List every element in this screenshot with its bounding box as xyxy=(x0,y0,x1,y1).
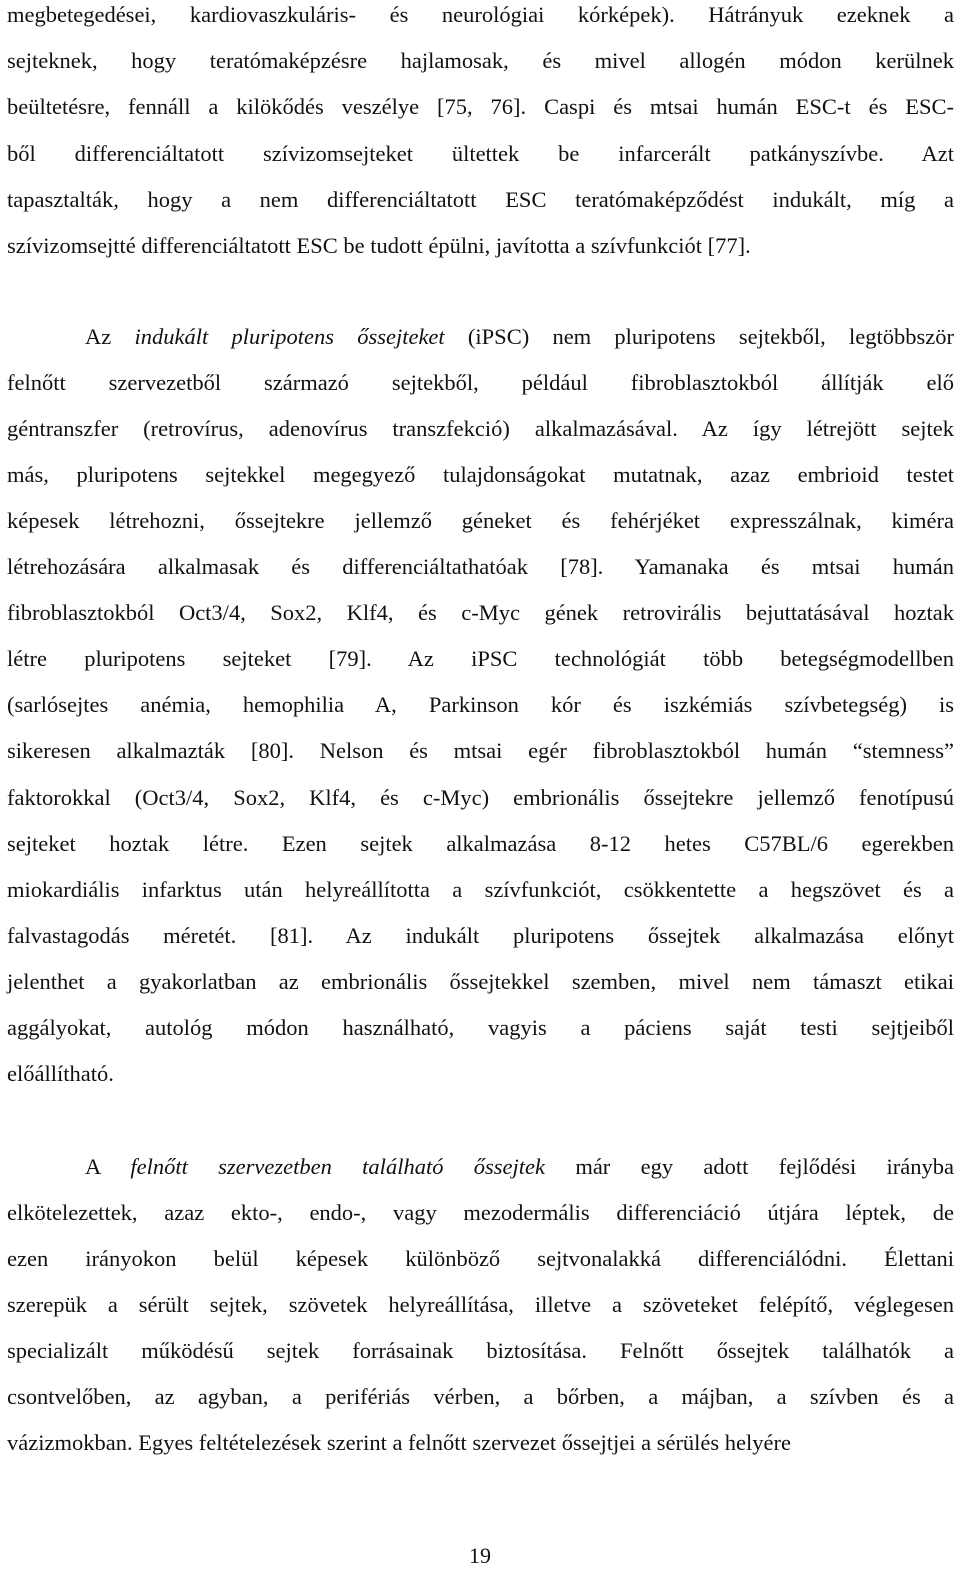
text-segment: csontvelőben, az agyban, a perifériás vérben, a bőrben, a májban, a szívben és a xyxy=(7,1384,954,1409)
text-segment: A xyxy=(85,1154,131,1179)
text-line xyxy=(7,1336,954,1366)
text-segment: ezen irányokon belül képesek különböző sejtvonalakká differenciálódni. Élettani xyxy=(7,1246,954,1271)
text-line xyxy=(7,0,954,30)
text-line xyxy=(7,139,954,169)
text-line xyxy=(7,368,954,398)
text-segment: szerepük a sérült sejtek, szövetek helyreállítása, illetve a szöveteket felépítő, véglegesen xyxy=(7,1292,954,1317)
text-segment: képesek létrehozni, őssejtekre jellemző géneket és fehérjéket expresszálnak, kiméra xyxy=(7,508,954,533)
text-line xyxy=(85,322,954,352)
italic-term: indukált pluripotens őssejteket xyxy=(134,324,445,349)
text-line xyxy=(7,552,954,582)
italic-term: felnőtt szervezetben található őssejtek xyxy=(130,1154,545,1179)
text-segment: létre pluripotens sejteket [79]. Az iPSC technológiát több betegségmodellben xyxy=(7,646,954,671)
text-segment: megbetegedései, kardiovaszkuláris- és neurológiai kórképek). Hátrányuk ezeknek a xyxy=(7,2,954,27)
text-segment: falvastagodás méretét. [81]. Az indukált pluripotens őssejtek alkalmazása előnyt xyxy=(7,923,954,948)
text-line xyxy=(7,1013,954,1043)
text-line xyxy=(7,1198,954,1228)
text-line xyxy=(7,1059,954,1089)
text-line xyxy=(7,231,954,261)
text-segment: létrehozására alkalmasak és differenciáltathatóak [78]. Yamanaka és mtsai humán xyxy=(7,554,954,579)
text-segment: (sarlósejtes anémia, hemophilia A, Parkinson kór és iszkémiás szívbetegség) is xyxy=(7,692,954,717)
text-segment: sejteknek, hogy teratómaképzésre hajlamosak, és mivel allogén módon kerülnek xyxy=(7,48,954,73)
text-line xyxy=(85,1152,954,1182)
text-segment: vázizmokban. Egyes feltételezések szerint a felnőtt szervezet őssejtjei a sérülés helyére xyxy=(7,1430,792,1455)
text-line xyxy=(7,598,954,628)
text-segment: szívizomsejtté differenciáltatott ESC be tudott épülni, javította a szívfunkciót [77]. xyxy=(7,233,751,258)
text-segment: miokardiális infarktus után helyreállította a szívfunkciót, csökkentette a hegszövet és a xyxy=(7,877,954,902)
text-line xyxy=(7,46,954,76)
text-segment: tapasztalták, hogy a nem differenciáltatott ESC teratómaképződést indukált, míg a xyxy=(7,187,954,212)
text-segment: már egy adott fejlődési irányba xyxy=(545,1154,955,1179)
page-number: 19 xyxy=(469,1543,491,1568)
text-line xyxy=(7,783,954,813)
text-line xyxy=(7,967,954,997)
text-segment: felnőtt szervezetből származó sejtekből, például fibroblasztokból állítják elő xyxy=(7,370,954,395)
text-segment: specializált működésű sejtek forrásainak biztosítása. Felnőtt őssejtek találhatók a xyxy=(7,1338,954,1363)
text-segment: beültetésre, fennáll a kilökődés veszélye [75, 76]. Caspi és mtsai humán ESC-t és ESC- xyxy=(7,94,954,119)
text-line xyxy=(7,185,954,215)
text-line xyxy=(7,506,954,536)
text-line xyxy=(7,875,954,905)
text-line xyxy=(7,1290,954,1320)
text-segment: faktorokkal (Oct3/4, Sox2, Klf4, és c-Myc) embrionális őssejtekre jellemző fenotípusú xyxy=(7,785,954,810)
text-line xyxy=(7,690,954,720)
text-segment: aggályokat, autológ módon használható, vagyis a páciens saját testi sejtjeiből xyxy=(7,1015,954,1040)
text-line xyxy=(7,921,954,951)
text-segment: géntranszfer (retrovírus, adenovírus transzfekció) alkalmazásával. Az így létrejött sejtek xyxy=(7,416,954,441)
text-line xyxy=(7,1382,954,1412)
text-segment: előállítható. xyxy=(7,1061,114,1086)
text-segment: fibroblasztokból Oct3/4, Sox2, Klf4, és c-Myc gének retrovirális bejuttatásával hoztak xyxy=(7,600,954,625)
text-segment: elkötelezettek, azaz ekto-, endo-, vagy mezodermális differenciáció útjára léptek, de xyxy=(7,1200,954,1225)
text-line xyxy=(7,414,954,444)
text-line xyxy=(7,829,954,859)
text-line xyxy=(7,736,954,766)
text-segment: jelenthet a gyakorlatban az embrionális őssejtekkel szemben, mivel nem támaszt etikai xyxy=(7,969,954,994)
text-line xyxy=(7,1428,954,1458)
text-segment: ből differenciáltatott szívizomsejteket ültettek be infarcerált patkányszívbe. Azt xyxy=(7,141,954,166)
text-segment: más, pluripotens sejtekkel megegyező tulajdonságokat mutatnak, azaz embrioid testet xyxy=(7,462,954,487)
text-line xyxy=(7,92,954,122)
text-line xyxy=(7,460,954,490)
text-segment: sejteket hoztak létre. Ezen sejtek alkalmazása 8-12 hetes C57BL/6 egerekben xyxy=(7,831,954,856)
text-segment: sikeresen alkalmazták [80]. Nelson és mtsai egér fibroblasztokból humán “stemness” xyxy=(7,738,954,763)
text-line xyxy=(7,1244,954,1274)
text-segment: Az xyxy=(85,324,135,349)
text-line xyxy=(7,644,954,674)
text-segment: (iPSC) nem pluripotens sejtekből, legtöbbször xyxy=(444,324,954,349)
